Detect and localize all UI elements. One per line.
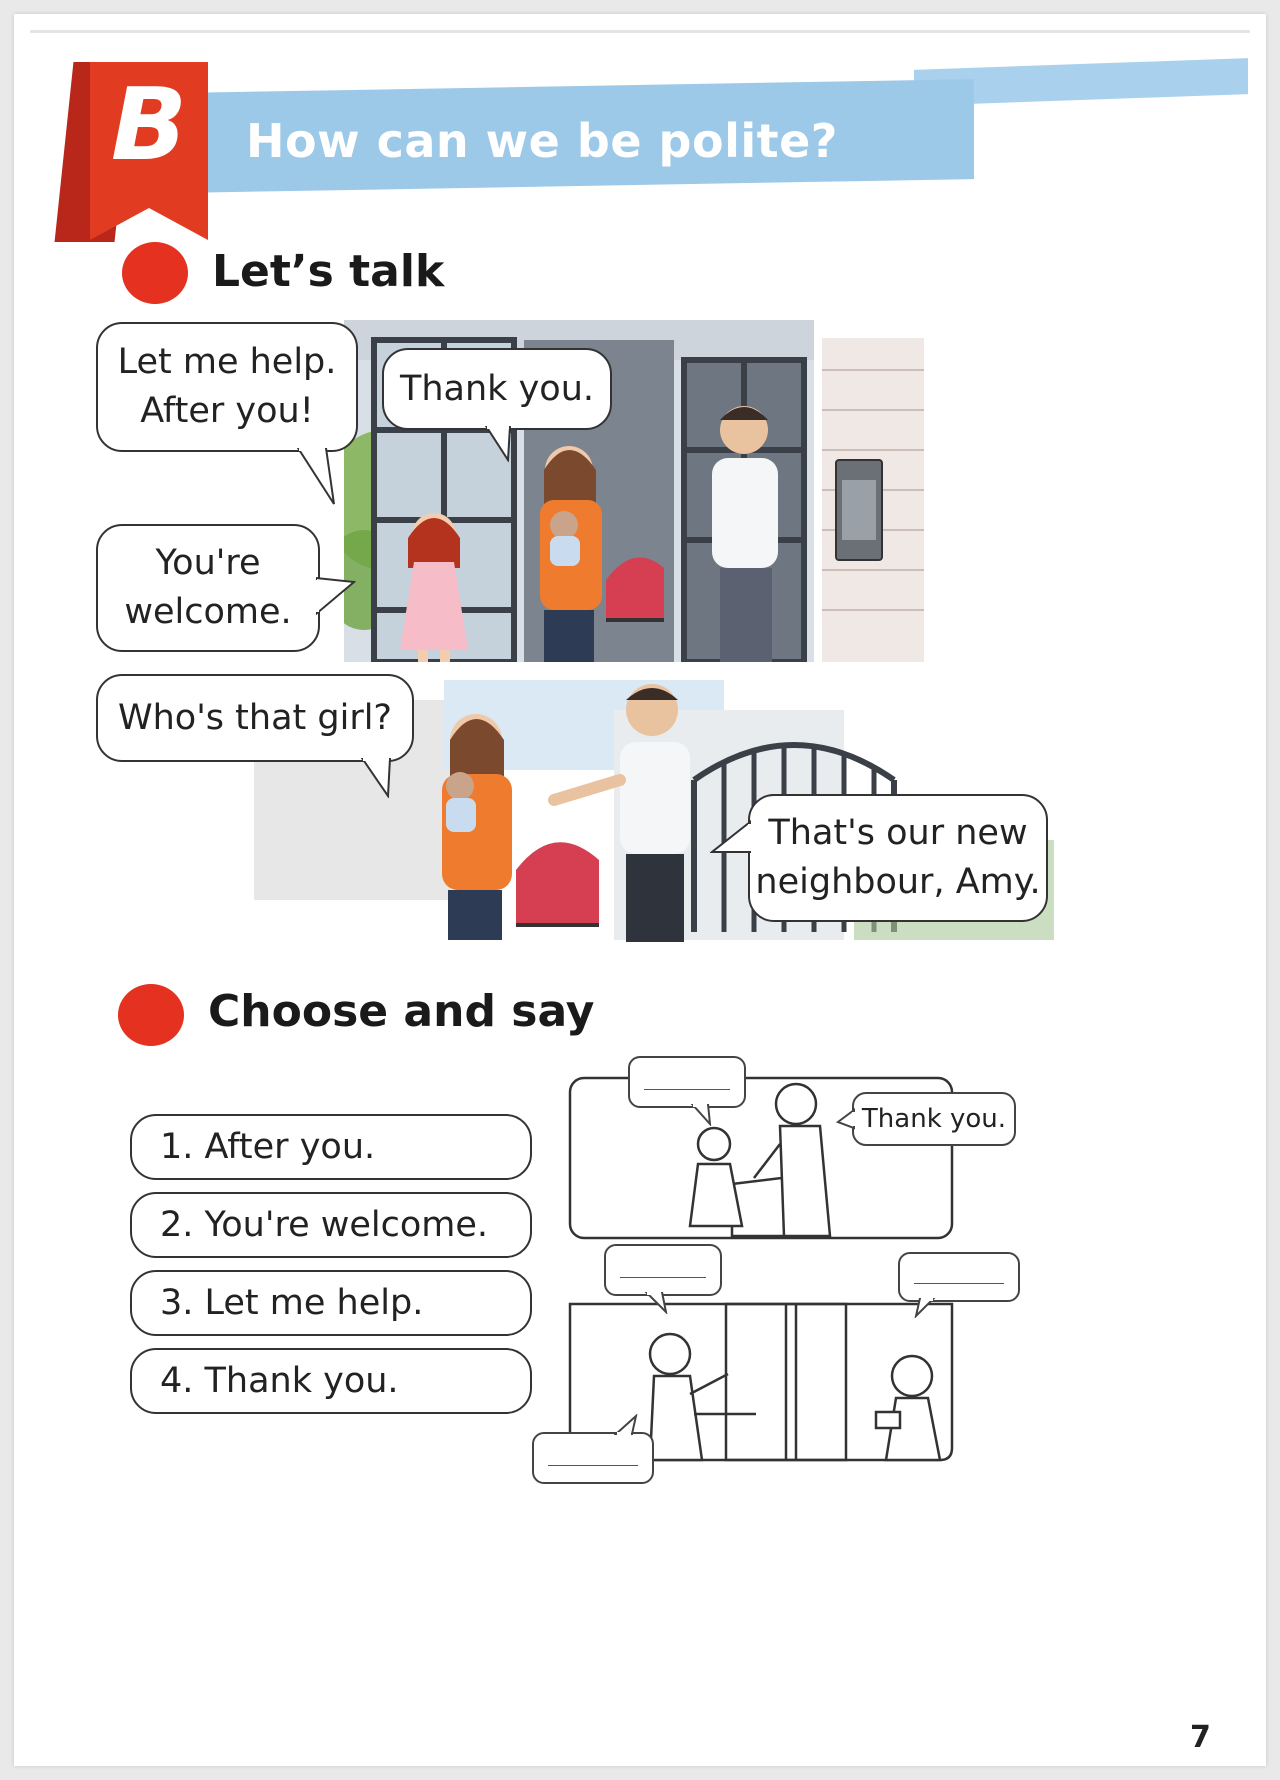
bubble-whos-that-girl-text: Who's that girl? — [117, 697, 393, 738]
option-youre-welcome[interactable]: 2. You're welcome. — [130, 1192, 532, 1258]
bubble-tail — [710, 818, 752, 858]
bubble-tail — [690, 1104, 714, 1126]
bubble-tail — [914, 1298, 938, 1318]
blank-line — [914, 1283, 1004, 1284]
bubble-picture1-thank-you — [852, 1092, 1016, 1146]
option-after-you[interactable]: 1. After you. — [130, 1114, 532, 1180]
bubble-let-me-help — [96, 322, 358, 452]
bubble-youre-welcome — [96, 524, 320, 652]
bubble-new-neighbour — [748, 794, 1048, 922]
choose-and-say-heading: Choose and say — [208, 986, 595, 1037]
bubble-let-me-help-line1: Let me help. — [117, 342, 337, 382]
bubble-tail — [316, 574, 356, 618]
option-thank-you[interactable]: 4. Thank you. — [130, 1348, 532, 1414]
bubble-let-me-help-line2: After you! — [140, 391, 314, 431]
page-number: 7 — [1190, 1720, 1211, 1755]
bubble-thank-you-text: Thank you. — [399, 368, 595, 409]
lets-talk-heading: Let’s talk — [212, 246, 445, 297]
bubble-whos-that-girl — [96, 674, 414, 762]
option-let-me-help[interactable]: 3. Let me help. — [130, 1270, 532, 1336]
blank-bubble-3[interactable] — [898, 1252, 1020, 1302]
blank-line — [548, 1465, 638, 1466]
blank-bubble-4[interactable] — [532, 1432, 654, 1484]
bubble-thank-you — [382, 348, 612, 430]
blank-bubble-1[interactable] — [628, 1056, 746, 1108]
textbook-page — [14, 14, 1266, 1766]
bubble-tail — [614, 1414, 638, 1436]
bubble-youre-welcome-line2: welcome. — [124, 592, 292, 632]
bubble-tail — [644, 1292, 668, 1314]
bubble-tail — [360, 758, 400, 798]
badge-letter: B — [110, 66, 188, 183]
bubble-tail — [836, 1108, 856, 1130]
bubble-youre-welcome-line1: You're — [155, 543, 261, 583]
blank-line — [644, 1089, 730, 1090]
bubble-tail — [484, 426, 514, 462]
page-title: How can we be polite? — [246, 114, 838, 168]
bubble-tail — [296, 448, 336, 508]
bubble-new-neighbour-line1: That's our new — [768, 813, 1028, 853]
bubble-new-neighbour-line2: neighbour, Amy. — [755, 862, 1041, 902]
bubble-picture1-thank-you-text: Thank you. — [861, 1103, 1007, 1134]
blank-line — [620, 1277, 706, 1278]
blank-bubble-2[interactable] — [604, 1244, 722, 1296]
